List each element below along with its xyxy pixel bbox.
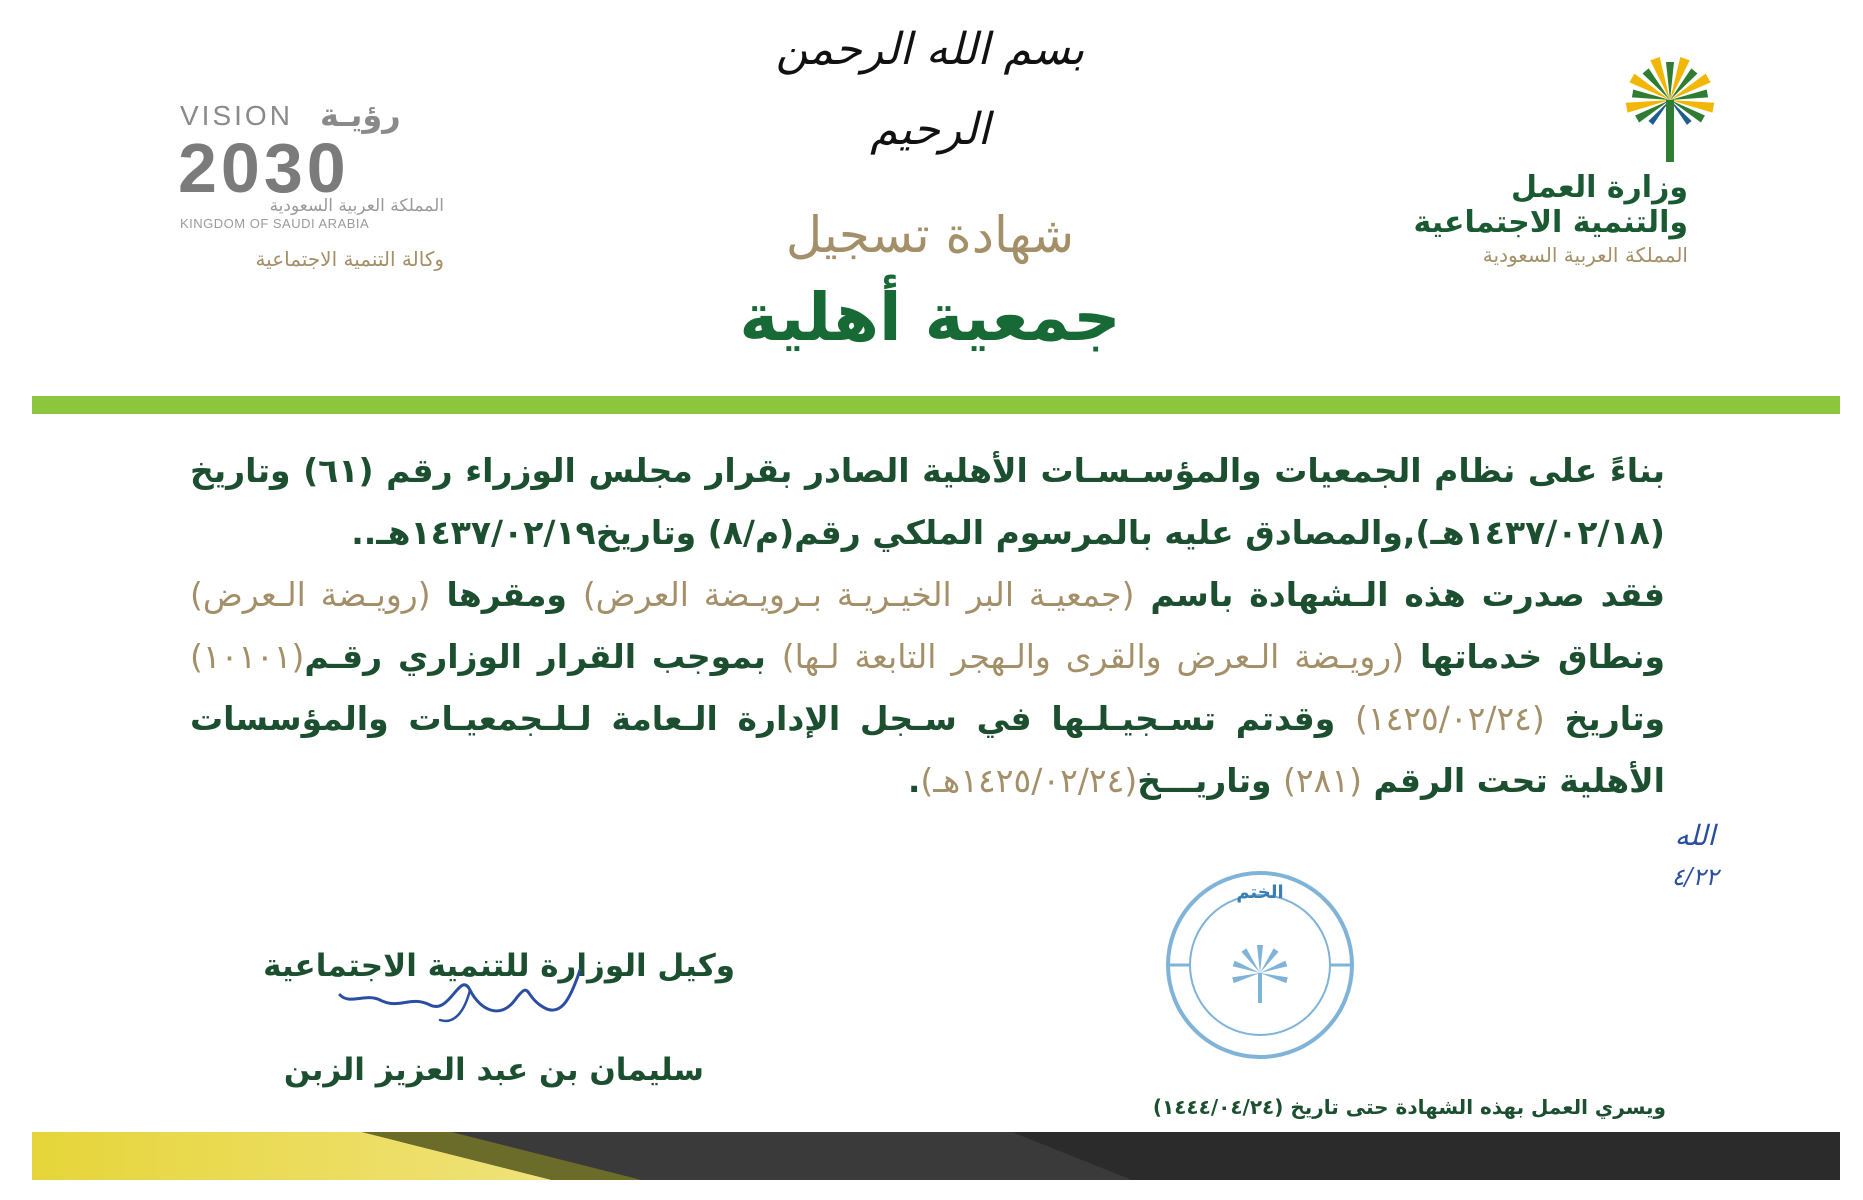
certificate-title: شهادة تسجيل: [785, 206, 1075, 264]
decision-date: (١٤٢٥/٠٢/٢٤): [1354, 699, 1545, 738]
decision-number: (١٠١٠١): [190, 637, 305, 676]
vision-kingdom-arabic: المملكة العربية السعودية: [269, 196, 444, 216]
agency-name: وكالة التنمية الاجتماعية: [255, 247, 444, 271]
stamp-label: الختم: [1236, 882, 1284, 903]
ministry-name-line1: وزارة العمل: [1511, 170, 1688, 205]
association-headquarters: (رويـضة الـعرض): [190, 575, 431, 614]
body-paragraph-2: [190, 564, 1665, 812]
ministry-name-line2: والتنمية الاجتماعية: [1413, 205, 1688, 240]
body-paragraph-1: بناءً على نظام الجمعيات والمؤسـسـات الأهلية الصادر بقرار مجلس الوزراء رقم (٦١) وتاريخ (١٤٣٧/٠٢/١٨هـ),والمصادق عليه بالمرسوم الملكي رقم(م/٨) وتاريخ١٤٣٧/٠٢/١٩هـ..: [190, 451, 1665, 552]
body-text-segment: ونطاق خدماتها: [1404, 637, 1666, 676]
vision-arabic-word: رؤيـة: [320, 96, 401, 134]
handwritten-note-line: ٤/٢٢: [1671, 863, 1719, 891]
signer-name: سليمان بن عبد العزيز الزبن: [283, 1052, 704, 1088]
vision-2030-logo: 2030: [178, 129, 350, 207]
certificate-body: [190, 440, 1665, 812]
palm-star-logo-icon: [1395, 55, 1725, 275]
body-text-segment: وتاريـــخ: [1137, 761, 1284, 800]
vision-word: VISION: [180, 100, 293, 131]
body-text-segment: .: [907, 761, 921, 800]
body-text-segment: وقدتم تسـجيـلـها في سـجل الإدارة الـعامة لـلـجمعيـات والمؤسسات الأهلية تحت الرقم: [190, 699, 1665, 800]
body-text-segment: فقد صدرت هذه الـشهادة باسم: [1134, 575, 1665, 614]
handwritten-note: [1640, 800, 1750, 910]
body-text-segment: بموجب القرار الوزاري رقـم: [304, 637, 782, 676]
basmala: بسم الله الرحمن الرحيم: [775, 24, 1085, 155]
certificate-subtitle: جمعية أهلية: [739, 279, 1121, 356]
ministry-country: المملكة العربية السعودية: [1482, 243, 1688, 267]
body-text-segment: ومقرها: [430, 575, 583, 614]
association-name: (جمعيـة البر الخيـريـة بـرويـضة العرض): [582, 575, 1135, 614]
vision-kingdom-english: KINGDOM OF SAUDI ARABIA: [180, 216, 370, 231]
registration-date: (١٤٢٥/٠٢/٢٤هـ): [920, 761, 1138, 800]
service-scope: (رويـضة الـعرض والقرى والـهجر التابعة لـها): [781, 637, 1405, 676]
validity-statement: ويسري العمل بهذه الشهادة حتى تاريخ (١٤٤٤/٠٤/٢٤): [1152, 1095, 1666, 1119]
green-divider: [32, 396, 1840, 414]
registration-number: (٢٨١): [1283, 761, 1362, 800]
handwritten-note-line: الله: [1674, 819, 1716, 852]
footer-band: [32, 1132, 1840, 1180]
handwritten-signature: [330, 960, 590, 1040]
body-text-segment: وتاريخ: [1544, 699, 1665, 738]
signer-title: وكيل الوزارة للتنمية الاجتماعية: [263, 948, 735, 984]
